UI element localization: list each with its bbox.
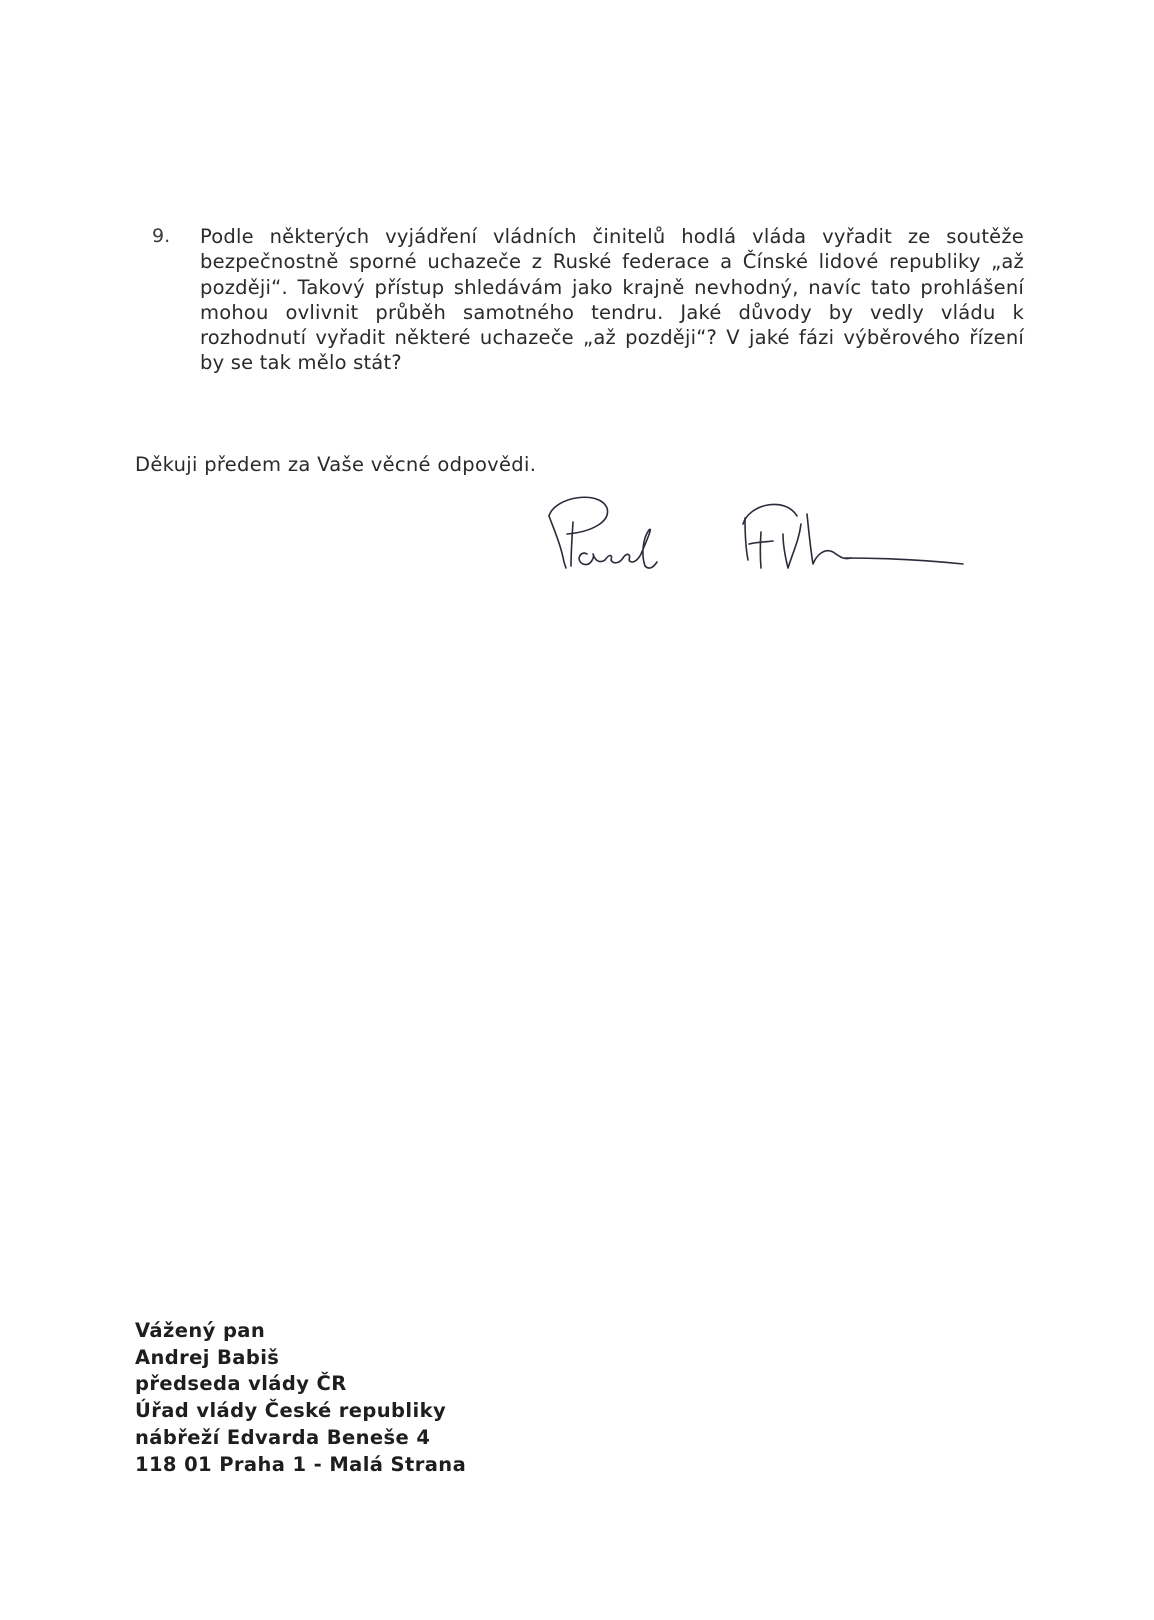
address-name: Andrej Babiš xyxy=(135,1345,280,1369)
closing-thanks: Děkuji předem za Vaše věcné odpovědi. xyxy=(135,453,537,476)
address-street: nábřeží Edvarda Beneše 4 xyxy=(135,1425,431,1449)
address-title: předseda vlády ČR xyxy=(135,1372,347,1396)
question-text: Podle některých vyjádření vládních činitelů hodlá vláda vyřadit ze soutěže bezpečnostně sporné uchazeče z Ruské federace a Čínské lidové republiky „až později“. Takový přístup shledávám jako krajně nevhodný, navíc tato prohlášení mohou ovlivnit průběh samotného tendru. Jaké důvody by vedly vládu k rozhodnutí vyřadit některé uchazeče „až později“? V jaké fázi výběrového řízení by se tak mělo stát? xyxy=(200,225,1024,375)
address-city: 118 01 Praha 1 - Malá Strana xyxy=(135,1452,467,1476)
question-number: 9. xyxy=(152,225,171,247)
address-salutation: Vážený pan xyxy=(135,1319,266,1342)
handwritten-signature xyxy=(545,494,1000,604)
signature-drawing xyxy=(545,494,1000,604)
address-office: Úřad vlády České republiky xyxy=(135,1399,447,1423)
recipient-address xyxy=(135,1318,466,1478)
